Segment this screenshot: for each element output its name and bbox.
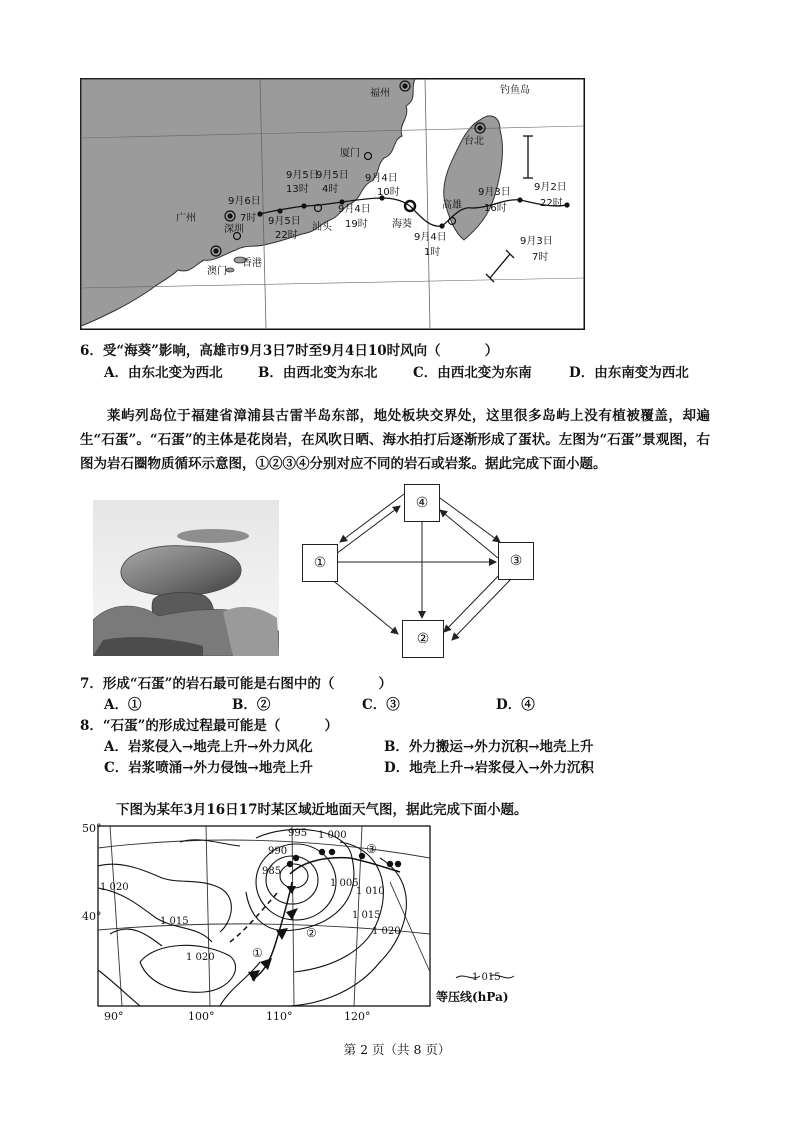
city-label-shenzhen: 深圳 — [224, 224, 244, 235]
lon-label-120: 120° — [344, 1010, 371, 1023]
rock-box-3: ③ — [498, 542, 534, 580]
track-label: 9月3日 — [478, 187, 511, 198]
question-6-close: ） — [484, 343, 499, 359]
city-label-fuzhou: 福州 — [370, 88, 390, 99]
city-label-macau: 澳门 — [207, 266, 227, 277]
track-label: 7时 — [532, 252, 549, 263]
rock-box-1: ① — [302, 544, 338, 582]
lat-label-50: 50° — [82, 822, 102, 835]
city-label-xiamen: 厦门 — [340, 148, 360, 159]
rock-box-2: ② — [402, 620, 444, 658]
track-label: 22时 — [540, 198, 563, 209]
q7-option-a[interactable]: A．① — [104, 697, 142, 713]
question-7-close: ） — [378, 676, 392, 692]
isobar-label: 1 015 — [352, 910, 381, 921]
track-label: 19时 — [345, 219, 368, 230]
question-8-stem — [80, 716, 338, 736]
question-6-text: 6．受“海葵”影响，高雄市9月3日7时至9月4日10时风向（ — [80, 343, 441, 359]
question-7-text: 7．形成“石蛋”的岩石最可能是右图中的（ — [80, 676, 335, 692]
isobar-label: 1 020 — [186, 952, 215, 963]
weather-marker-3: ③ — [366, 842, 377, 856]
q6-option-c[interactable]: C．由西北变为东南 — [413, 365, 532, 381]
isobar-label: 990 — [268, 846, 288, 857]
legend-isobar-value: 1 015 — [472, 972, 501, 983]
intro-paragraph-weather-map: 下图为某年3月16日17时某区域近地面天气图，据此完成下面小题。 — [116, 802, 528, 818]
question-8-text: 8．“石蛋”的形成过程最可能是（ — [80, 718, 281, 734]
track-label: 1时 — [424, 247, 441, 258]
lat-label-40: 40° — [82, 910, 102, 923]
lon-label-90: 90° — [104, 1010, 124, 1023]
city-label-kaohsiung: 高雄 — [442, 200, 462, 211]
intro-paragraph-stone-egg: 莱屿列岛位于福建省漳浦县古雷半岛东部，地处板块交界处，这里很多岛屿上没有植被覆盖，却遍生“石蛋”。“石蛋”的主体是花岗岩，在风吹日晒、海水拍打后逐渐形成了蛋状。左图为“石蛋”景观图，右图为岩石圈物质循环示意图，①②③④分别对应不同的岩石或岩浆。据此完成下面小题。 — [80, 408, 710, 472]
track-label: 9月4日 — [414, 232, 447, 243]
rock-box-4: ④ — [404, 484, 440, 522]
track-label: 9月5日 — [268, 216, 301, 227]
q6-option-a[interactable]: A．由东北变为西北 — [104, 365, 223, 381]
track-label: 9月5日 — [286, 170, 319, 181]
weather-marker-1: ① — [252, 946, 263, 960]
city-label-taipei: 台北 — [464, 136, 484, 147]
typhoon-track-map — [80, 78, 585, 330]
q6-option-d[interactable]: D．由东南变为西北 — [569, 365, 689, 381]
question-7-stem — [80, 674, 392, 694]
city-label-guangzhou: 广州 — [176, 213, 196, 224]
isobar-label: 995 — [288, 828, 308, 839]
track-label: 9月4日 — [365, 173, 398, 184]
stone-egg-photo — [93, 500, 279, 656]
track-label: 10时 — [377, 187, 400, 198]
isobar-label: 1 000 — [318, 830, 347, 841]
city-label-diaoyudao: 钓鱼岛 — [500, 85, 530, 96]
track-label: 7时 — [240, 213, 257, 224]
track-label: 9月4日 — [338, 204, 371, 215]
isobar-label: 1 015 — [160, 916, 189, 927]
typhoon-map-graphic — [80, 78, 585, 330]
typhoon-name-label: 海葵 — [392, 219, 412, 230]
isobar-label: 1 020 — [372, 926, 401, 937]
q8-option-d[interactable]: D．地壳上升→岩浆侵入→外力沉积 — [384, 760, 594, 776]
track-label: 4时 — [322, 184, 339, 195]
q7-option-d[interactable]: D．④ — [496, 697, 535, 713]
weather-map — [80, 822, 530, 1030]
track-label: 22时 — [275, 230, 298, 241]
q6-option-b[interactable]: B．由西北变为东北 — [258, 365, 378, 381]
track-label: 9月3日 — [520, 236, 553, 247]
q8-option-c[interactable]: C．岩浆喷涌→外力侵蚀→地壳上升 — [104, 760, 313, 776]
track-label: 9月2日 — [534, 182, 567, 193]
q8-option-a[interactable]: A．岩浆侵入→地壳上升→外力风化 — [104, 739, 313, 755]
isobar-label: 985 — [262, 866, 282, 877]
q8-option-b[interactable]: B．外力搬运→外力沉积→地壳上升 — [384, 739, 594, 755]
legend-isobar-label: 等压线(hPa) — [436, 990, 509, 1004]
lon-label-100: 100° — [188, 1010, 215, 1023]
rock-cycle-diagram — [300, 482, 540, 660]
q7-option-c[interactable]: C．③ — [362, 697, 400, 713]
track-label: 16时 — [484, 203, 507, 214]
page-footer: 第 2 页（共 8 页） — [343, 1042, 451, 1057]
weather-marker-2: ② — [306, 926, 317, 940]
track-label: 9月5日 — [316, 170, 349, 181]
isobar-label: 1 020 — [100, 882, 129, 893]
question-8-close: ） — [324, 718, 338, 734]
track-label: 13时 — [286, 184, 309, 195]
isobar-label: 1 005 — [330, 878, 359, 889]
lon-label-110: 110° — [266, 1010, 293, 1023]
city-label-hongkong: 香港 — [242, 258, 262, 269]
isobar-label: 1 010 — [356, 886, 385, 897]
question-6-stem — [80, 341, 498, 361]
q7-option-b[interactable]: B．② — [232, 697, 271, 713]
track-label: 9月6日 — [228, 196, 261, 207]
city-label-shantou: 汕头 — [312, 222, 332, 233]
